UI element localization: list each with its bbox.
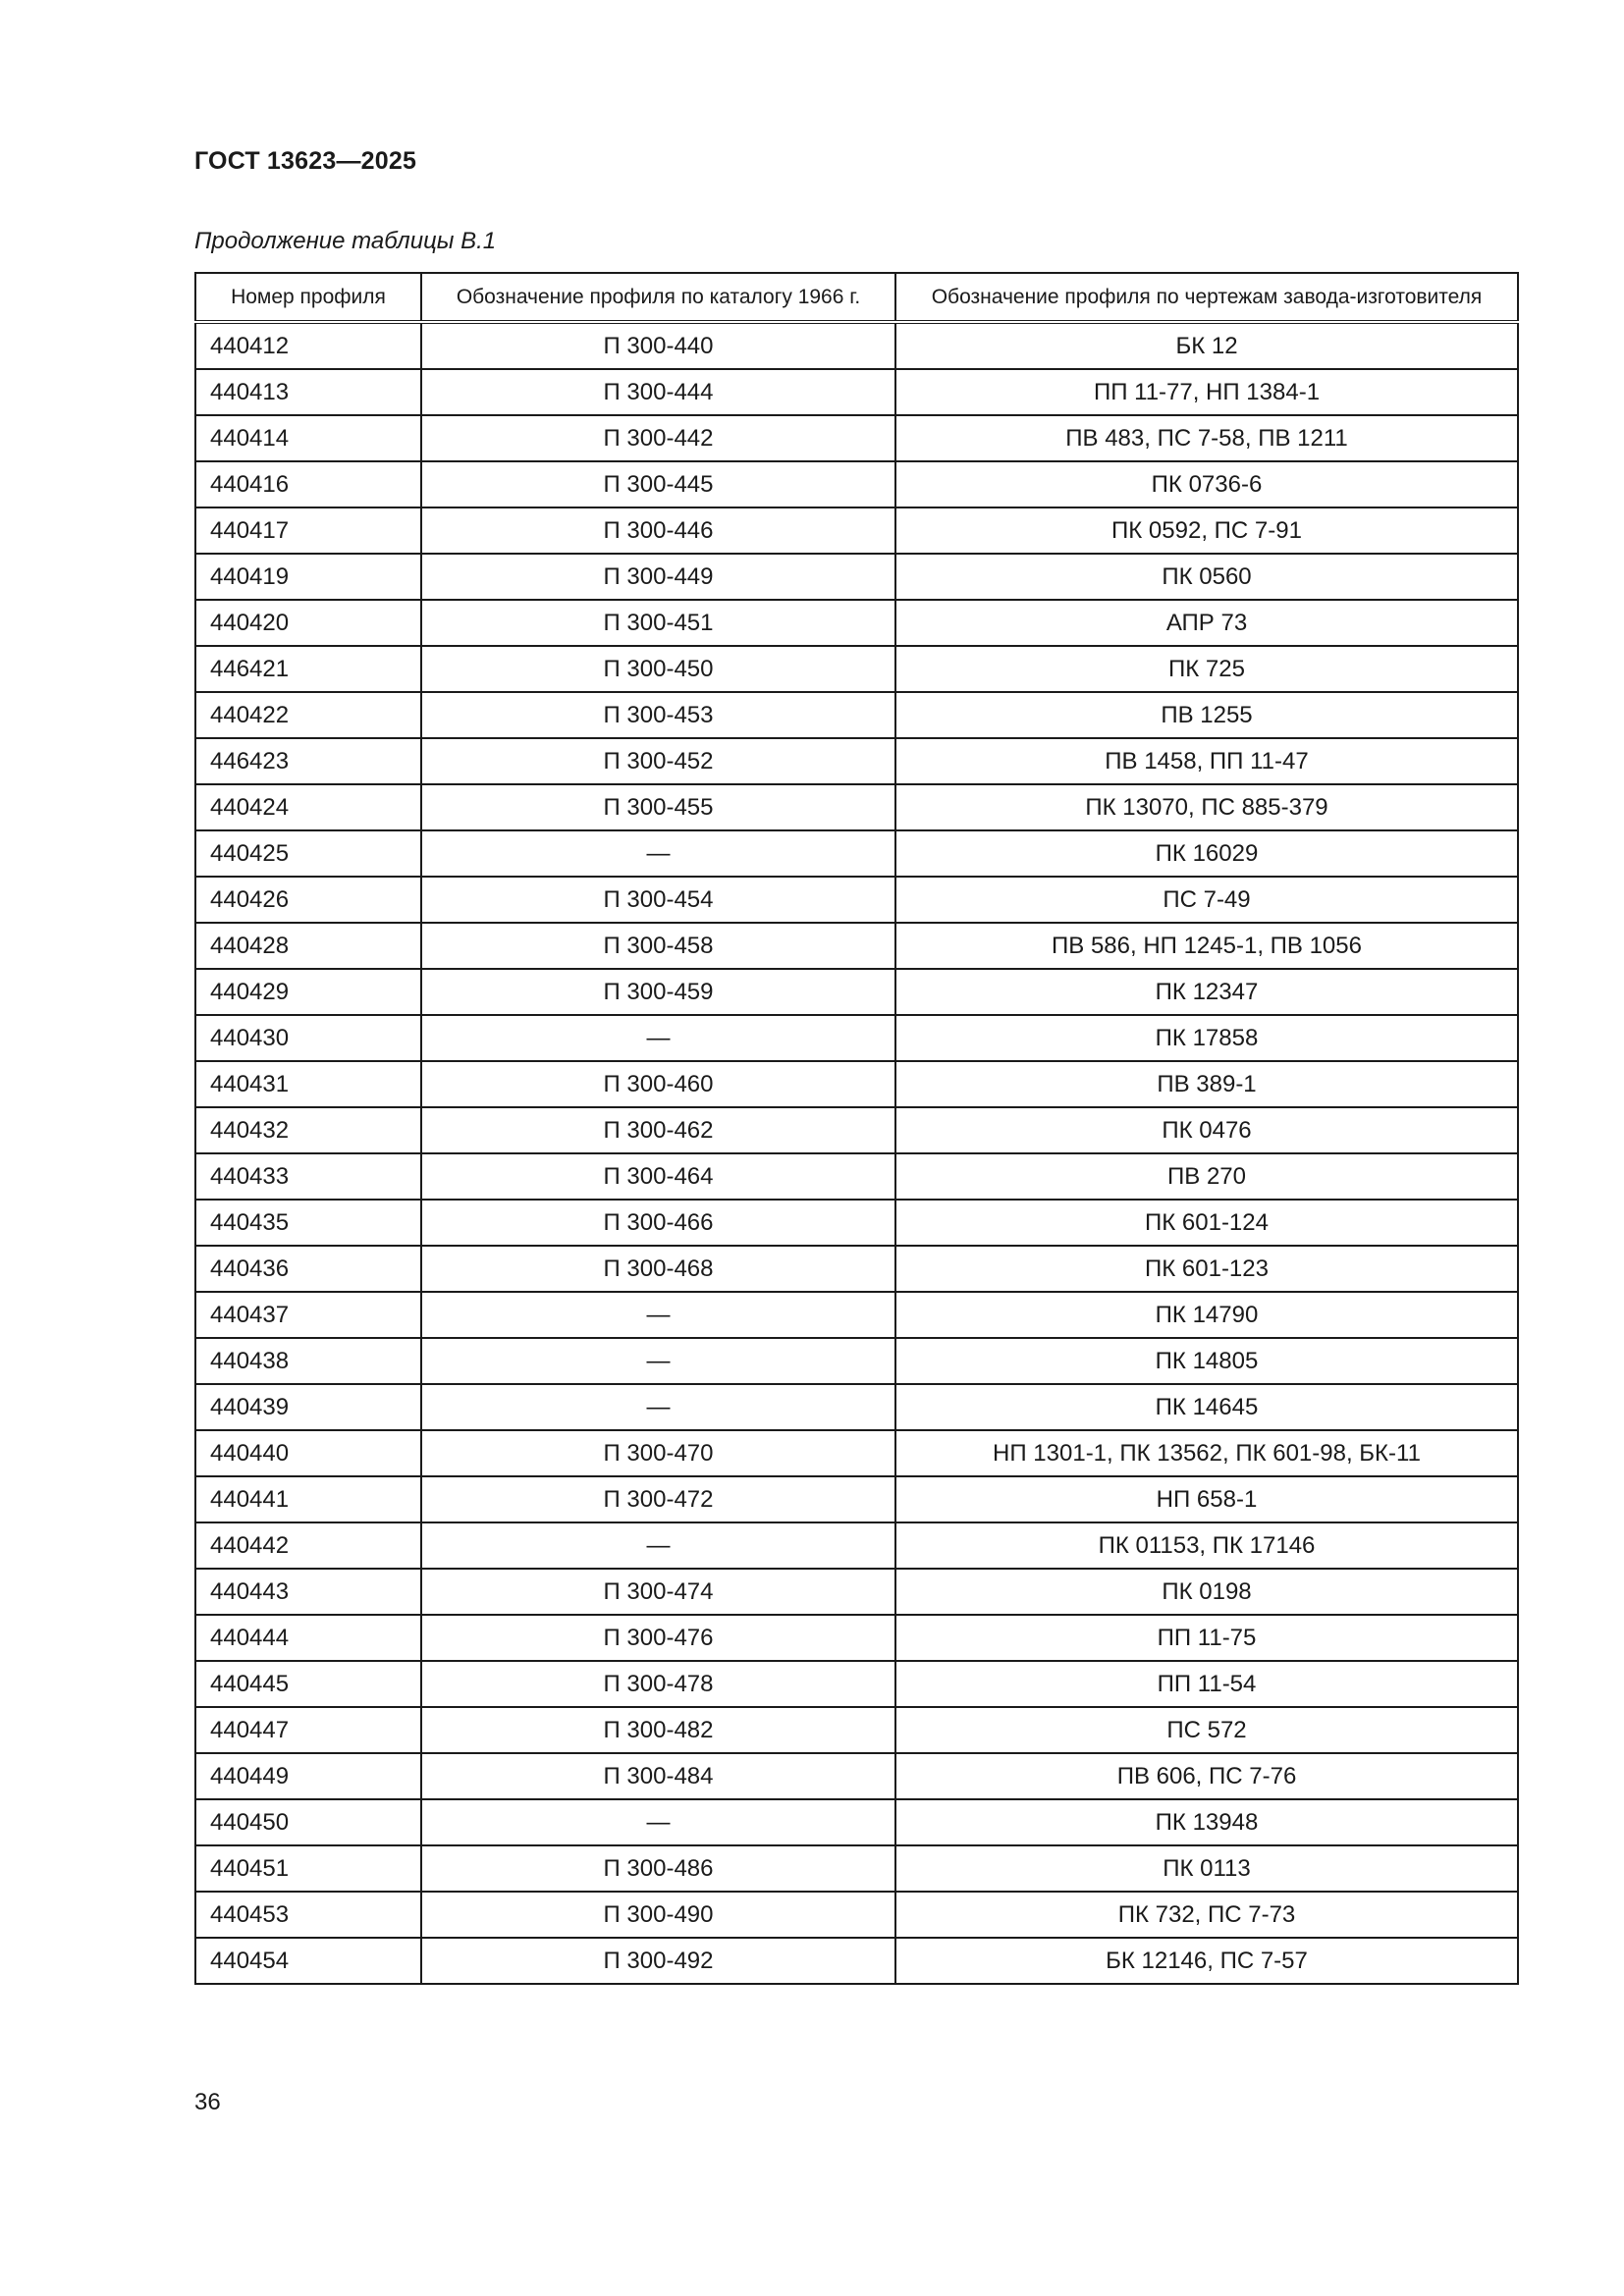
profile-number-cell: 440419 xyxy=(195,554,421,600)
catalog-1966-cell: — xyxy=(421,1338,895,1384)
table-row xyxy=(195,1200,1518,1246)
table-row xyxy=(195,830,1518,877)
catalog-1966-cell: П 300-486 xyxy=(421,1845,895,1892)
factory-drawing-cell: ПВ 270 xyxy=(895,1153,1518,1200)
factory-drawing-cell: ПК 14645 xyxy=(895,1384,1518,1430)
catalog-1966-cell: — xyxy=(421,830,895,877)
table-row xyxy=(195,600,1518,646)
catalog-1966-cell: П 300-450 xyxy=(421,646,895,692)
factory-drawing-cell: ПК 01153, ПК 17146 xyxy=(895,1522,1518,1569)
factory-drawing-cell: ПК 0736-6 xyxy=(895,461,1518,507)
table-row xyxy=(195,1938,1518,1984)
table-row xyxy=(195,692,1518,738)
table-row xyxy=(195,738,1518,784)
profile-number-cell: 440422 xyxy=(195,692,421,738)
factory-drawing-cell: ПК 601-123 xyxy=(895,1246,1518,1292)
factory-drawing-cell: ПВ 606, ПС 7-76 xyxy=(895,1753,1518,1799)
catalog-1966-cell: П 300-442 xyxy=(421,415,895,461)
catalog-1966-cell: — xyxy=(421,1015,895,1061)
catalog-1966-cell: П 300-474 xyxy=(421,1569,895,1615)
catalog-1966-cell: П 300-490 xyxy=(421,1892,895,1938)
table-row xyxy=(195,554,1518,600)
catalog-1966-cell: П 300-459 xyxy=(421,969,895,1015)
catalog-1966-cell: П 300-492 xyxy=(421,1938,895,1984)
factory-drawing-cell: ПК 14805 xyxy=(895,1338,1518,1384)
profile-number-cell: 440420 xyxy=(195,600,421,646)
profile-number-cell: 440414 xyxy=(195,415,421,461)
table-row xyxy=(195,1569,1518,1615)
table-row xyxy=(195,1338,1518,1384)
table-row xyxy=(195,415,1518,461)
catalog-1966-cell: П 300-476 xyxy=(421,1615,895,1661)
table-row xyxy=(195,1384,1518,1430)
page-number: 36 xyxy=(194,2089,221,2115)
table-row xyxy=(195,1753,1518,1799)
column-header-profile-number: Номер профиля xyxy=(195,273,421,322)
factory-drawing-cell: АПР 73 xyxy=(895,600,1518,646)
catalog-1966-cell: П 300-472 xyxy=(421,1476,895,1522)
table-row xyxy=(195,1845,1518,1892)
factory-drawing-cell: НП 658-1 xyxy=(895,1476,1518,1522)
table-row xyxy=(195,322,1518,369)
catalog-1966-cell: П 300-455 xyxy=(421,784,895,830)
profile-number-cell: 440440 xyxy=(195,1430,421,1476)
table-row xyxy=(195,1476,1518,1522)
profile-number-cell: 440438 xyxy=(195,1338,421,1384)
factory-drawing-cell: БК 12146, ПС 7-57 xyxy=(895,1938,1518,1984)
profiles-table xyxy=(194,272,1519,1985)
catalog-1966-cell: — xyxy=(421,1522,895,1569)
catalog-1966-cell: П 300-478 xyxy=(421,1661,895,1707)
factory-drawing-cell: ПК 0113 xyxy=(895,1845,1518,1892)
catalog-1966-cell: — xyxy=(421,1384,895,1430)
factory-drawing-cell: БК 12 xyxy=(895,322,1518,369)
table-caption: Продолжение таблицы В.1 xyxy=(194,228,497,254)
catalog-1966-cell: — xyxy=(421,1292,895,1338)
factory-drawing-cell: ПК 0560 xyxy=(895,554,1518,600)
profile-number-cell: 440454 xyxy=(195,1938,421,1984)
catalog-1966-cell: П 300-470 xyxy=(421,1430,895,1476)
table-row xyxy=(195,1153,1518,1200)
profile-number-cell: 440445 xyxy=(195,1661,421,1707)
profile-number-cell: 440441 xyxy=(195,1476,421,1522)
table-header-row xyxy=(195,273,1518,322)
table-row xyxy=(195,1522,1518,1569)
catalog-1966-cell: П 300-449 xyxy=(421,554,895,600)
factory-drawing-cell: ПК 13070, ПС 885-379 xyxy=(895,784,1518,830)
table-row xyxy=(195,461,1518,507)
table-row xyxy=(195,646,1518,692)
profile-number-cell: 440417 xyxy=(195,507,421,554)
table-row xyxy=(195,1246,1518,1292)
catalog-1966-cell: П 300-445 xyxy=(421,461,895,507)
factory-drawing-cell: ПВ 389-1 xyxy=(895,1061,1518,1107)
factory-drawing-cell: ПП 11-77, НП 1384-1 xyxy=(895,369,1518,415)
table-row xyxy=(195,923,1518,969)
profile-number-cell: 440432 xyxy=(195,1107,421,1153)
profile-number-cell: 440430 xyxy=(195,1015,421,1061)
catalog-1966-cell: П 300-446 xyxy=(421,507,895,554)
table-row xyxy=(195,784,1518,830)
catalog-1966-cell: П 300-484 xyxy=(421,1753,895,1799)
table-body xyxy=(195,322,1518,1984)
profile-number-cell: 440416 xyxy=(195,461,421,507)
factory-drawing-cell: ПК 0592, ПС 7-91 xyxy=(895,507,1518,554)
table-row xyxy=(195,1615,1518,1661)
table-row xyxy=(195,1061,1518,1107)
factory-drawing-cell: ПП 11-75 xyxy=(895,1615,1518,1661)
table-row xyxy=(195,1707,1518,1753)
table-row xyxy=(195,969,1518,1015)
table-row xyxy=(195,1430,1518,1476)
table-row xyxy=(195,1292,1518,1338)
factory-drawing-cell: ПВ 1255 xyxy=(895,692,1518,738)
profile-number-cell: 440450 xyxy=(195,1799,421,1845)
catalog-1966-cell: П 300-464 xyxy=(421,1153,895,1200)
profile-number-cell: 440453 xyxy=(195,1892,421,1938)
table-row xyxy=(195,1661,1518,1707)
factory-drawing-cell: ПК 732, ПС 7-73 xyxy=(895,1892,1518,1938)
catalog-1966-cell: П 300-440 xyxy=(421,322,895,369)
factory-drawing-cell: ПС 7-49 xyxy=(895,877,1518,923)
profile-number-cell: 440437 xyxy=(195,1292,421,1338)
catalog-1966-cell: П 300-454 xyxy=(421,877,895,923)
catalog-1966-cell: П 300-482 xyxy=(421,1707,895,1753)
factory-drawing-cell: ПК 0476 xyxy=(895,1107,1518,1153)
factory-drawing-cell: ПК 16029 xyxy=(895,830,1518,877)
factory-drawing-cell: ПВ 1458, ПП 11-47 xyxy=(895,738,1518,784)
table-row xyxy=(195,1015,1518,1061)
catalog-1966-cell: П 300-453 xyxy=(421,692,895,738)
profile-number-cell: 440433 xyxy=(195,1153,421,1200)
document-header: ГОСТ 13623—2025 xyxy=(194,147,417,175)
catalog-1966-cell: П 300-451 xyxy=(421,600,895,646)
catalog-1966-cell: П 300-452 xyxy=(421,738,895,784)
profile-number-cell: 440451 xyxy=(195,1845,421,1892)
profile-number-cell: 440429 xyxy=(195,969,421,1015)
profile-number-cell: 440439 xyxy=(195,1384,421,1430)
catalog-1966-cell: П 300-460 xyxy=(421,1061,895,1107)
factory-drawing-cell: ПВ 483, ПС 7-58, ПВ 1211 xyxy=(895,415,1518,461)
column-header-catalog-1966: Обозначение профиля по каталогу 1966 г. xyxy=(421,273,895,322)
factory-drawing-cell: ПК 725 xyxy=(895,646,1518,692)
table-header xyxy=(195,273,1518,322)
profile-number-cell: 440444 xyxy=(195,1615,421,1661)
table-row xyxy=(195,507,1518,554)
profile-number-cell: 446423 xyxy=(195,738,421,784)
profile-number-cell: 440424 xyxy=(195,784,421,830)
table-row xyxy=(195,877,1518,923)
table-row xyxy=(195,369,1518,415)
column-header-factory-drawing: Обозначение профиля по чертежам завода-изготовителя xyxy=(895,273,1518,322)
factory-drawing-cell: ПП 11-54 xyxy=(895,1661,1518,1707)
factory-drawing-cell: НП 1301-1, ПК 13562, ПК 601-98, БК-11 xyxy=(895,1430,1518,1476)
profile-number-cell: 440436 xyxy=(195,1246,421,1292)
table-row xyxy=(195,1107,1518,1153)
factory-drawing-cell: ПВ 586, НП 1245-1, ПВ 1056 xyxy=(895,923,1518,969)
factory-drawing-cell: ПК 601-124 xyxy=(895,1200,1518,1246)
factory-drawing-cell: ПС 572 xyxy=(895,1707,1518,1753)
profile-number-cell: 440426 xyxy=(195,877,421,923)
table-row xyxy=(195,1799,1518,1845)
factory-drawing-cell: ПК 17858 xyxy=(895,1015,1518,1061)
catalog-1966-cell: П 300-462 xyxy=(421,1107,895,1153)
catalog-1966-cell: П 300-444 xyxy=(421,369,895,415)
profile-number-cell: 440435 xyxy=(195,1200,421,1246)
catalog-1966-cell: П 300-468 xyxy=(421,1246,895,1292)
profile-number-cell: 440443 xyxy=(195,1569,421,1615)
profile-number-cell: 440425 xyxy=(195,830,421,877)
factory-drawing-cell: ПК 13948 xyxy=(895,1799,1518,1845)
factory-drawing-cell: ПК 0198 xyxy=(895,1569,1518,1615)
catalog-1966-cell: П 300-466 xyxy=(421,1200,895,1246)
profile-number-cell: 440412 xyxy=(195,322,421,369)
profile-number-cell: 440447 xyxy=(195,1707,421,1753)
profile-number-cell: 440431 xyxy=(195,1061,421,1107)
catalog-1966-cell: П 300-458 xyxy=(421,923,895,969)
profile-number-cell: 440449 xyxy=(195,1753,421,1799)
profile-number-cell: 440442 xyxy=(195,1522,421,1569)
profile-number-cell: 446421 xyxy=(195,646,421,692)
table-row xyxy=(195,1892,1518,1938)
profile-number-cell: 440428 xyxy=(195,923,421,969)
factory-drawing-cell: ПК 12347 xyxy=(895,969,1518,1015)
profile-number-cell: 440413 xyxy=(195,369,421,415)
factory-drawing-cell: ПК 14790 xyxy=(895,1292,1518,1338)
catalog-1966-cell: — xyxy=(421,1799,895,1845)
